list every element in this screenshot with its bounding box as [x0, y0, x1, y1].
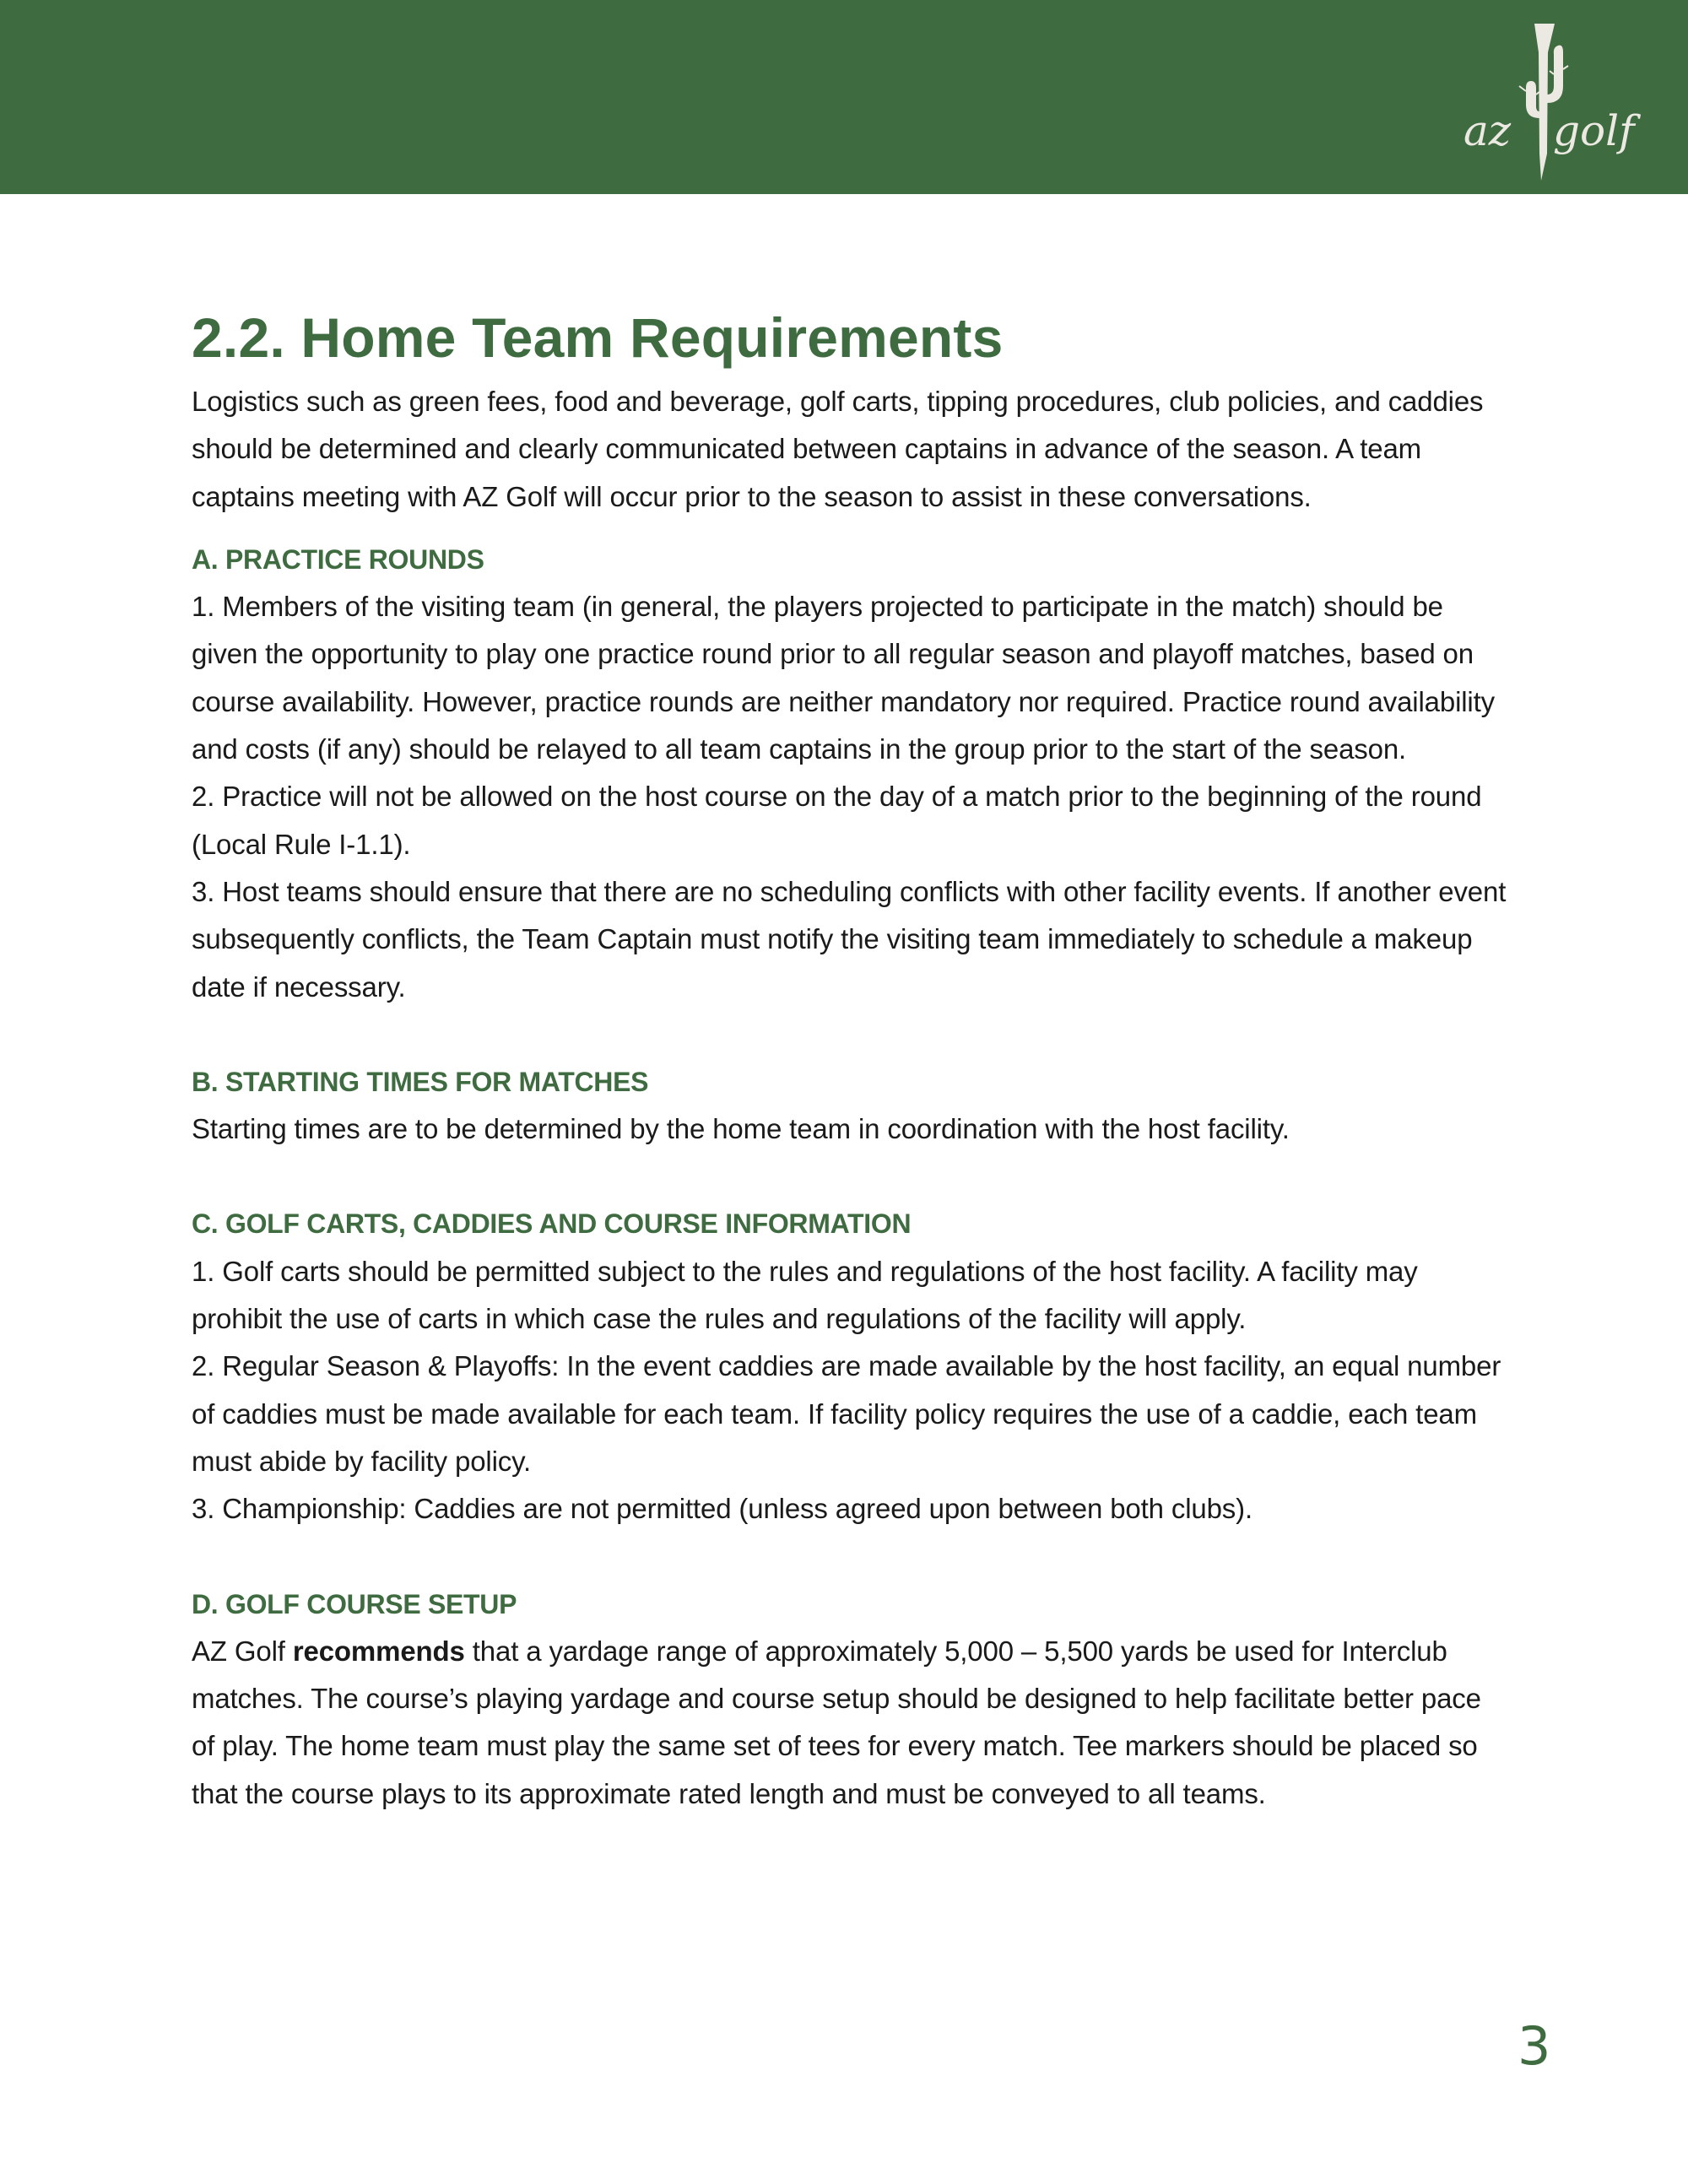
svg-text:golf: golf	[1553, 106, 1635, 155]
practice-rounds-item-1: 1. Members of the visiting team (in general, the players projected to participate in the match) should be given the opportunity to play one practice round prior to all regular season and playoff matches, based on course availability. However, practice rounds are neither mandatory nor required. Practice round availability and costs (if any) should be relayed to all team captains in the group prior to the start of the season.	[192, 591, 1495, 765]
section-heading-practice-rounds: A. PRACTICE ROUNDS	[192, 543, 484, 575]
header-bar	[0, 0, 1688, 194]
practice-rounds-item-2: 2. Practice will not be allowed on the host course on the day of a match prior to the beginning of the round (Local Rule I-1.1).	[192, 781, 1482, 860]
course-setup-paragraph	[192, 1628, 1508, 1818]
section-heading-golf-carts-caddies: C. GOLF CARTS, CADDIES AND COURSE INFORMATION	[192, 1208, 912, 1240]
course-setup-suffix: that a yardage range of approximately 5,000 – 5,500 yards be used for Interclub matches. The course’s playing yardage and course setup should be designed to help facilitate better pace of play. The home team must play the same set of tees for every match. Tee markers should be placed so that the course plays to its approximate rated length and must be conveyed to all teams.	[192, 1635, 1481, 1809]
page-number: 3	[1518, 2015, 1551, 2077]
az-golf-logo-icon	[1460, 19, 1671, 187]
golf-carts-item-2: 2. Regular Season & Playoffs: In the event caddies are made available by the host facility, an equal number of caddies must be made available for each team. If facility policy requires the use of a caddie, each team must abide by facility policy.	[192, 1350, 1501, 1477]
section-heading-starting-times: B. STARTING TIMES FOR MATCHES	[192, 1066, 649, 1097]
practice-rounds-item-3: 3. Host teams should ensure that there are no scheduling conflicts with other facility events. If another event subsequently conflicts, the Team Captain must notify the visiting team immediately to schedule a makeup date if necessary.	[192, 875, 1507, 1003]
page-content	[192, 297, 1508, 1818]
course-setup-emphasis: recommends	[292, 1635, 465, 1667]
intro-paragraph: Logistics such as green fees, food and beverage, golf carts, tipping procedures, club policies, and caddies should be determined and clearly communicated between captains in advance of the season. A team captains meeting with AZ Golf will occur prior to the season to assist in these conversations.	[192, 386, 1484, 512]
section-heading-course-setup: D. GOLF COURSE SETUP	[192, 1588, 517, 1619]
golf-carts-item-1: 1. Golf carts should be permitted subject to the rules and regulations of the host facility. A facility may prohibit the use of carts in which case the rules and regulations of the facility will apply.	[192, 1255, 1418, 1335]
svg-text:az: az	[1463, 106, 1512, 155]
course-setup-prefix: AZ Golf	[192, 1635, 293, 1667]
golf-carts-item-3: 3. Championship: Caddies are not permitted (unless agreed upon between both clubs).	[192, 1493, 1252, 1525]
page-title: 2.2. Home Team Requirements	[192, 306, 1004, 369]
starting-times-paragraph: Starting times are to be determined by the home team in coordination with the host facility.	[192, 1113, 1290, 1145]
